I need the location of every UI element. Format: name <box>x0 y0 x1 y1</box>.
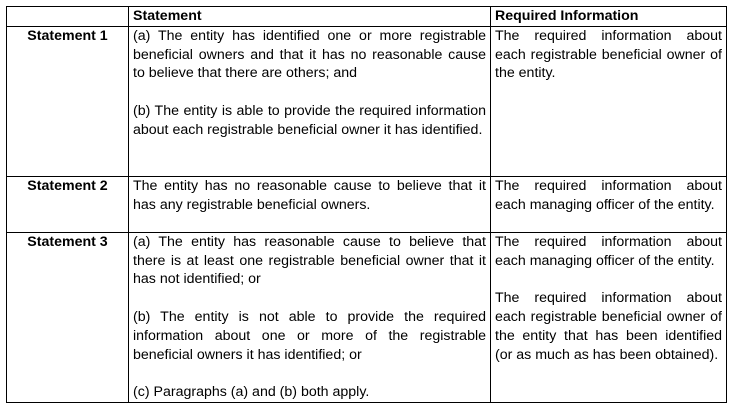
required-cell <box>491 232 727 402</box>
header-empty <box>7 7 129 27</box>
statement-paragraph: (c) Paragraphs (a) and (b) both apply. <box>133 384 370 401</box>
statement-paragraph: (a) The entity has reasonable cause to believe that there is at least one registrable beneficial owner that it has not identified; or <box>133 233 486 288</box>
statement-cell <box>129 26 491 176</box>
row-label: Statement 2 <box>7 176 129 232</box>
row-label: Statement 3 <box>7 232 129 402</box>
header-required-information: Required Information <box>491 7 727 27</box>
required-cell <box>491 26 727 176</box>
header-statement: Statement <box>129 7 491 27</box>
statement-paragraph: (a) The entity has identified one or more registrable beneficial owners and that it has no reasonable cause to believe that there are others; and <box>133 27 486 82</box>
statement-cell <box>129 176 491 232</box>
required-paragraph: The required information about each managing officer of the entity. <box>495 177 722 213</box>
statement-cell <box>129 232 491 402</box>
table-row <box>7 176 727 232</box>
table-row <box>7 26 727 176</box>
statement-paragraph: (b) The entity is able to provide the required information about each registrable beneficial owner it has identified. <box>133 102 486 138</box>
required-paragraph: The required information about each registrable beneficial owner of the entity. <box>495 27 722 82</box>
table-row <box>7 232 727 402</box>
row-label: Statement 1 <box>7 26 129 176</box>
statement-paragraph: The entity has no reasonable cause to believe that it has any registrable beneficial owners. <box>133 177 486 213</box>
statements-table <box>6 6 727 403</box>
table-header-row <box>7 7 727 27</box>
required-cell <box>491 176 727 232</box>
statement-paragraph: (b) The entity is not able to provide the required information about one or more of the registrable beneficial owners it has identified; or <box>133 308 486 363</box>
required-paragraph: The required information about each managing officer of the entity. <box>495 233 722 269</box>
required-paragraph: The required information about each registrable beneficial owner of the entity that has been identified (or as much as has been obtained). <box>495 290 722 363</box>
